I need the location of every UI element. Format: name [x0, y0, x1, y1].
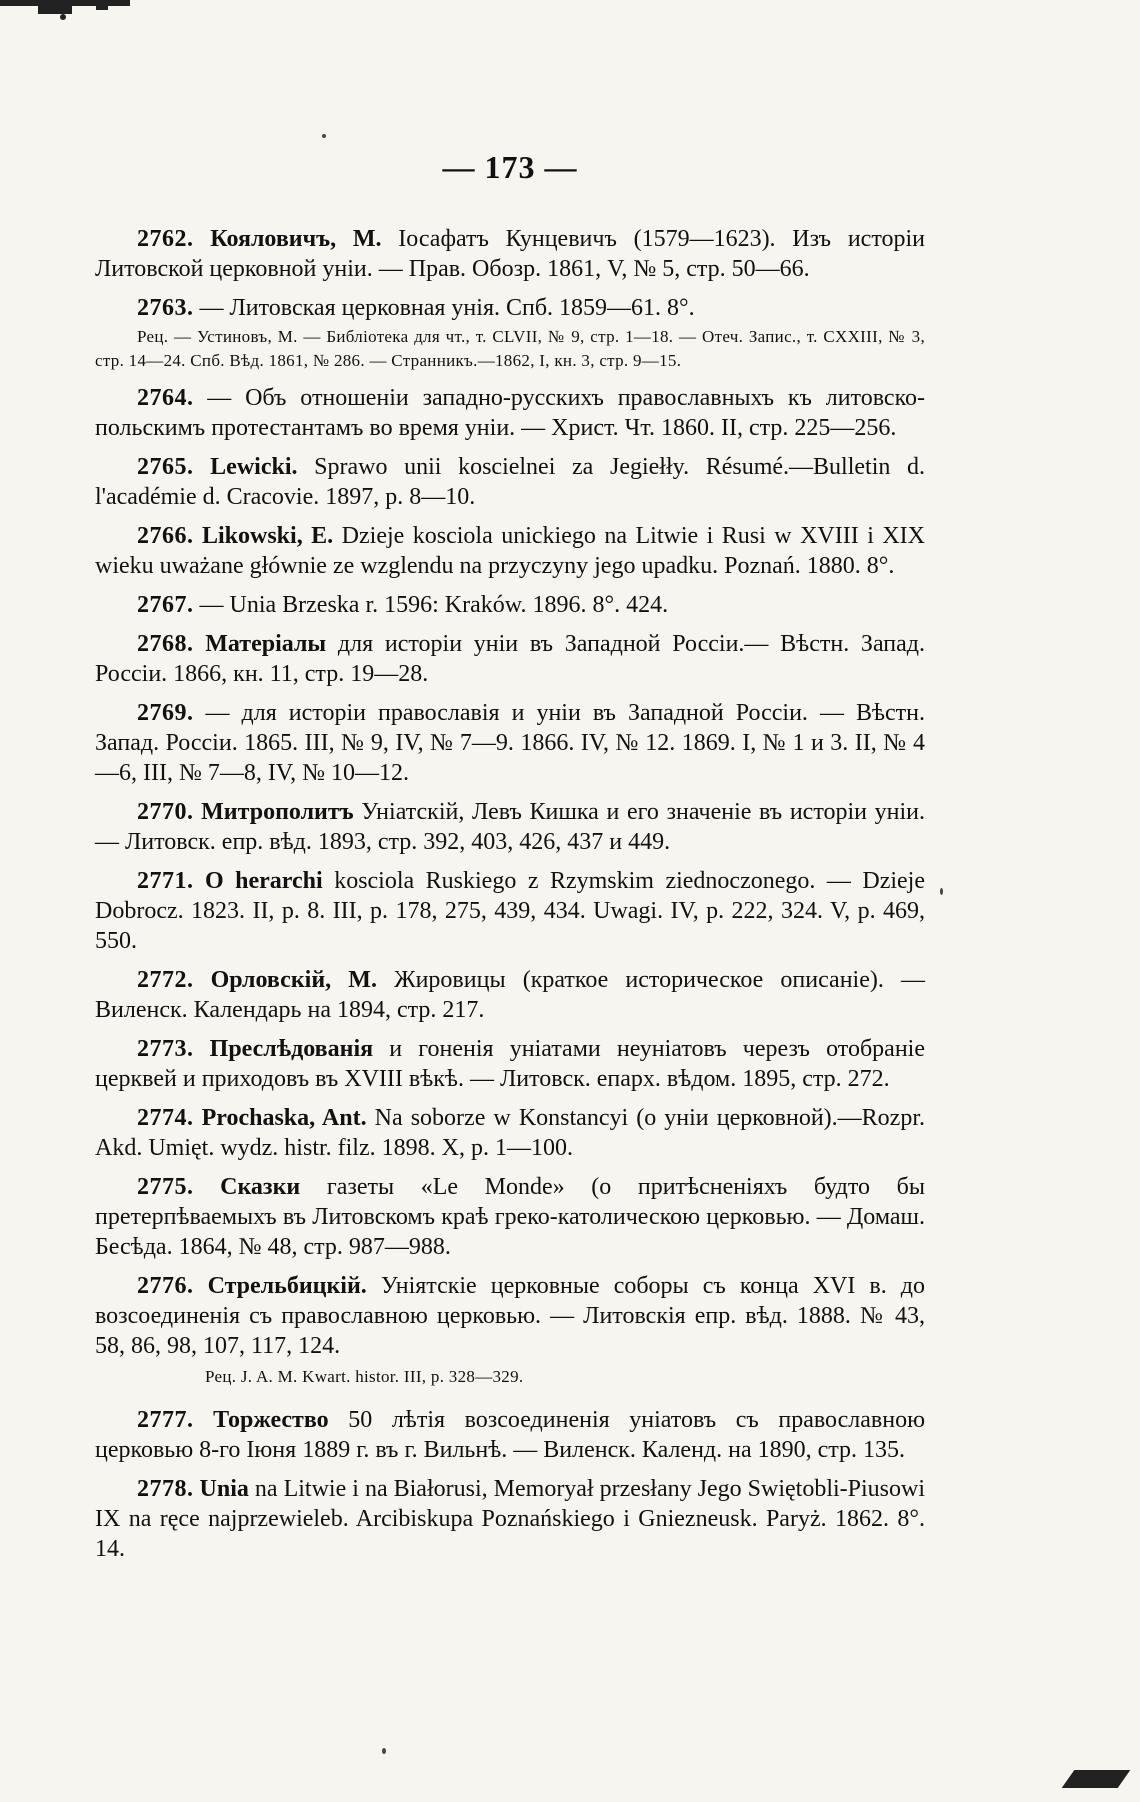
entry-text: Уніатскій, Левъ Кишка и его значеніе въ исторіи уніи. — Литовск. епр. вѣд. 1893, стр. 392, 403, 426, 437 и 449. — [95, 799, 926, 855]
entry-number: 2772. — [137, 967, 194, 993]
entry-text: — Объ отношеніи западно-русскихъ православныхъ къ литовско-польскимъ протестантамъ во время уніи. — Христ. Чт. 1860. II, стр. 225—256. — [95, 385, 925, 441]
entry-heading: Матеріалы — [205, 631, 327, 657]
entry-heading: Стрельбицкій. — [207, 1273, 367, 1299]
entry-number: 2765. — [137, 454, 194, 480]
entry-2767 — [95, 590, 925, 620]
entry-text: Іосафатъ Кунцевичъ (1579—1623). Изъ исторіи Литовской церковной уніи. — Прав. Обозр. 1861, V, № 5, стр. 50—66. — [95, 226, 926, 282]
entry-number: 2775. — [137, 1174, 194, 1200]
entry-heading: Likowski, E. — [201, 523, 334, 549]
entry-text: kosciola Ruskiego z Rzymskim ziednoczonego. — Dzieje Dobrocz. 1823. II, p. 8. III, p. 178, 275, 439, 434. Uwagi. IV, p. 222, 324. V, p. 469, 550. — [95, 868, 926, 954]
entry-text: Уніятскіе церковные соборы съ конца XVI в. до возсоединенія съ православною церковью. — Литовскія епр. вѣд. 1888. № 43, 58, 86, 98, 107, 117, 124. — [95, 1273, 925, 1359]
entry-number: 2778. — [137, 1476, 194, 1502]
entry-2766 — [95, 521, 925, 581]
bibliography-page — [95, 149, 926, 1573]
entry-heading: Митрополитъ — [201, 799, 354, 825]
entry-2774 — [95, 1103, 925, 1163]
entry-number: 2764. — [137, 385, 194, 411]
entry-heading: O herarchi — [205, 868, 323, 894]
entry-heading: Lewicki. — [210, 454, 298, 480]
entry-text: Sprawo unii koscielnei za Jegiełły. Résumé.—Bulletin d. l'académie d. Cracovie. 1897, p. 8—10. — [95, 454, 926, 510]
review-note: Рец. J. A. M. Kwart. histor. III, p. 328—329. — [205, 1367, 524, 1386]
entry-heading: Unia — [199, 1476, 249, 1502]
entry-2777 — [95, 1405, 925, 1465]
scan-speck — [382, 1748, 386, 1754]
entry-text: для исторіи уніи въ Западной Россіи.— Вѣстн. Запад. Россіи. 1866, кн. 11, стр. 19—28. — [95, 631, 926, 687]
entry-heading: Prochaska, Ant. — [201, 1105, 367, 1131]
entry-heading: Орловскій, М. — [210, 967, 377, 993]
entry-heading: Сказки — [220, 1174, 301, 1200]
entry-number: 2767. — [137, 592, 194, 618]
entry-text: и гоненія уніатами неуніатовъ черезъ отобраніе церквей и приходовъ въ XVIII вѣкѣ. — Литовск. епарх. вѣдом. 1895, стр. 272. — [95, 1036, 925, 1092]
entry-text: 50 лѣтія возсоединенія уніатовъ съ православною церковью 8-го Іюня 1889 г. въ г. Вильнѣ. — Виленск. Календ. на 1890, стр. 135. — [95, 1407, 925, 1463]
entry-text: — для исторіи православія и уніи въ Западной Россіи. — Вѣстн. Запад. Россіи. 1865. III, № 9, IV, № 7—9. 1866. IV, № 12. 1869. I, № 1 и 3. II, № 4—6, III, № 7—8, IV, № 10—12. — [95, 700, 925, 786]
page-number: — 173 — — [442, 149, 578, 185]
entry-text: газеты «Le Monde» (о притѣсненіяхъ будто бы претерпѣваемыхъ въ Литовскомъ краѣ греко-католическою церковью. — Домаш. Бесѣда. 1864, № 48, стр. 987—988. — [95, 1174, 925, 1260]
entry-heading: Кояловичъ, М. — [210, 226, 382, 252]
entry-number: 2777. — [137, 1407, 194, 1433]
entry-number: 2769. — [137, 700, 194, 726]
review-note: Рец. — Устиновъ, М. — Библіотека для чт., т. CLVII, № 9, стр. 1—18. — Отеч. Запис., т. CXXIII, № 3, стр. 14—24. Спб. Вѣд. 1861, № 286. — Странникъ.—1862, I, кн. 3, стр. 9—15. — [95, 327, 925, 370]
entry-number: 2763. — [137, 295, 194, 321]
entry-2770 — [95, 797, 925, 857]
entry-2775 — [95, 1172, 925, 1262]
entry-number: 2776. — [137, 1273, 194, 1299]
entry-number: 2766. — [137, 523, 194, 549]
entry-number: 2771. — [137, 868, 194, 894]
entry-number: 2768. — [137, 631, 194, 657]
entry-number: 2762. — [137, 226, 194, 252]
entry-2772 — [95, 965, 925, 1025]
entry-2764 — [95, 383, 925, 443]
entry-number: 2770. — [137, 799, 194, 825]
entry-text: Na soborze w Konstancyi (o уніи церковной).—Rozpr. Akd. Umięt. wydz. histr. filz. 1898. X, p. 1—100. — [95, 1105, 926, 1161]
entry-2769 — [95, 698, 925, 788]
scan-speck — [322, 134, 326, 138]
scan-speck — [940, 888, 943, 895]
entry-text: — Unia Brzeska r. 1596: Kraków. 1896. 8°. 424. — [193, 592, 669, 618]
entry-2776 — [95, 1271, 925, 1361]
entry-2765 — [95, 452, 925, 512]
entry-2763 — [95, 293, 925, 323]
entry-text: Dzieje kosciola unickiego na Litwie i Rusi w XVIII i XIX wieku uważane głównie ze wzglendu na przyczyny jego upadku. Poznań. 1880. 8°. — [95, 523, 926, 579]
entry-number: 2774. — [137, 1105, 194, 1131]
entry-heading: Торжество — [213, 1407, 329, 1433]
entry-2768 — [95, 629, 925, 689]
entry-2762 — [95, 224, 925, 284]
entry-2771 — [95, 866, 925, 956]
entry-text: — Литовская церковная унія. Спб. 1859—61. 8°. — [193, 295, 695, 321]
entry-text: Жировицы (краткое историческое описаніе). — Виленск. Календарь на 1894, стр. 217. — [95, 967, 925, 1023]
entry-text: na Litwie i na Białorusi, Memoryał przesłany Jego Swiętobli-Piusowi IX na ręce najprzewieleb. Arcibiskupa Poznańskiego i Gnieznеusk. Paryż. 1862. 8°. 14. — [95, 1476, 926, 1562]
entry-2773 — [95, 1034, 925, 1094]
entry-number: 2773. — [137, 1036, 194, 1062]
entry-2778 — [95, 1474, 925, 1564]
scan-edge-artifact — [0, 0, 150, 22]
entry-heading: Преслѣдованія — [209, 1036, 374, 1062]
scan-edge-artifact — [1062, 1770, 1131, 1788]
